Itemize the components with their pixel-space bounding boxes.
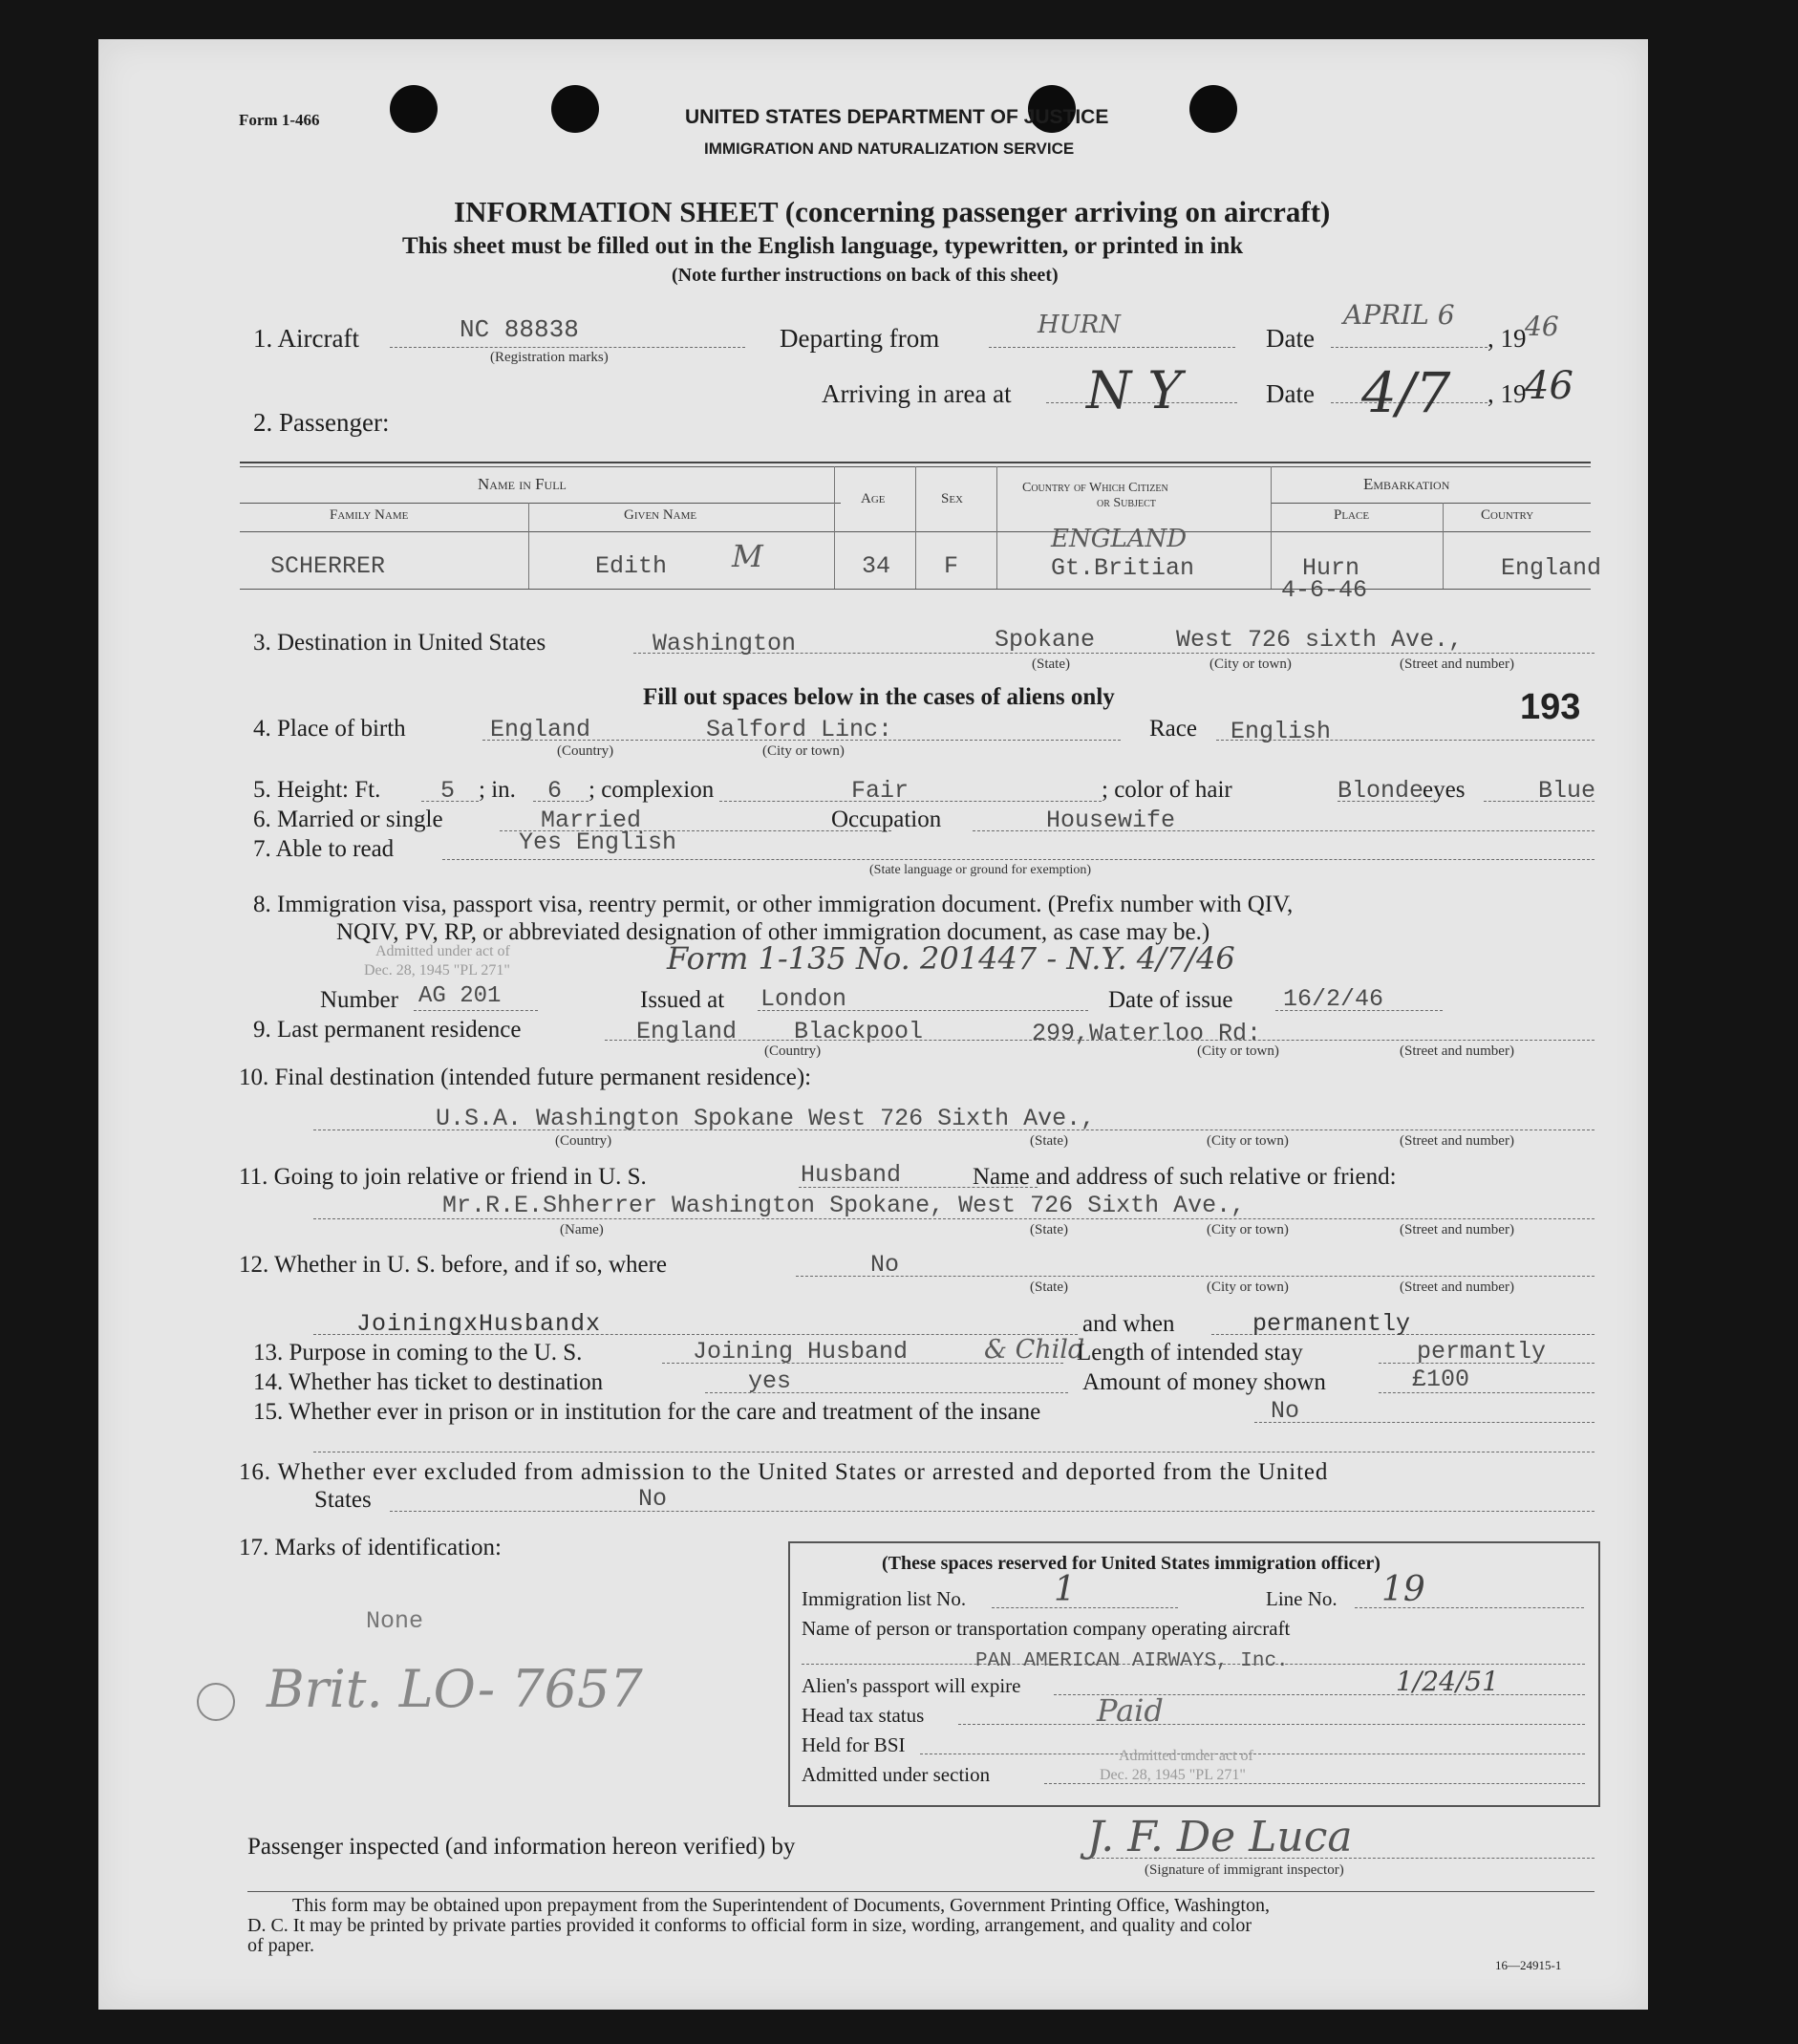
form-sheet: [98, 39, 1648, 2010]
embarkation-header: Embarkation: [1363, 475, 1450, 493]
identification-label: 17. Marks of identification:: [239, 1535, 502, 1560]
previous-street-caption: (Street and number): [1400, 1280, 1514, 1295]
admitted-section-label: Admitted under section: [802, 1763, 991, 1786]
operator-value: PAN AMERICAN AIRWAYS, Inc.: [975, 1650, 1289, 1672]
department-heading: UNITED STATES DEPARTMENT OF JUSTICE: [685, 106, 1109, 128]
destination-state: Washington: [653, 630, 797, 657]
arrival-year-prefix: , 19: [1488, 379, 1527, 408]
destination-city-caption: (City or town): [1209, 656, 1292, 672]
arrival-year-value: 46: [1525, 364, 1573, 408]
arrival-date-label: Date: [1266, 379, 1315, 408]
issue-date-label: Date of issue: [1108, 987, 1233, 1013]
head-tax-label: Head tax status: [802, 1704, 925, 1727]
immigration-list-value: 1: [1054, 1570, 1076, 1609]
final-destination-value: U.S.A. Washington Spokane West 726 Sixth Ave.,: [436, 1105, 1096, 1132]
when-label: and when: [1082, 1311, 1175, 1337]
immigration-list-label: Immigration list No.: [802, 1587, 967, 1610]
note-line: (Note further instructions on back of this sheet): [672, 265, 1059, 286]
destination-city: Spokane: [995, 626, 1096, 654]
place-header: Place: [1334, 507, 1370, 523]
name-in-full-header: Name in Full: [478, 475, 567, 493]
final-destination-label: 10. Final destination (intended future permanent residence):: [239, 1065, 812, 1090]
previous-state-caption: (State): [1030, 1280, 1068, 1295]
given-name-value: Edith: [595, 552, 668, 580]
previous-city-caption: (City or town): [1207, 1280, 1289, 1295]
arriving-value: N Y: [1086, 360, 1183, 420]
visa-hand-note: Form 1-135 No. 201447 - N.Y. 4/7/46: [667, 940, 1235, 977]
line-number-value: 19: [1381, 1570, 1425, 1609]
date-value: APRIL 6: [1343, 299, 1455, 331]
departing-label: Departing from: [780, 324, 940, 353]
eyes-value: Blue: [1538, 777, 1596, 805]
form-code: 16—24915-1: [1495, 1958, 1562, 1972]
footer-line2: D. C. It may be printed by private parties provided it conforms to official form in size, wording, arrangement, and quality and color: [247, 1915, 1252, 1936]
embarkation-place-value: Hurn: [1302, 554, 1360, 582]
citizen-header: Country of Which Citizen: [1022, 481, 1168, 495]
relative-address-value: Mr.R.E.Shherrer Washington Spokane, West 726 Sixth Ave.,: [442, 1192, 1246, 1219]
form-number: Form 1-466: [239, 111, 320, 129]
punch-hole: [1189, 85, 1237, 133]
sex-value: F: [944, 552, 959, 580]
previous-visit-label: 12. Whether in U. S. before, and if so, where: [239, 1252, 668, 1278]
residence-label: 9. Last permanent residence: [253, 1017, 522, 1043]
relative-state-caption: (State): [1030, 1222, 1068, 1237]
residence-street-caption: (Street and number): [1400, 1044, 1514, 1059]
operator-label: Name of person or transportation company operating aircraft: [802, 1617, 1291, 1640]
footer-line1: This form may be obtained upon prepayment from the Superintendent of Documents, Government Printing Office, Washington,: [292, 1895, 1270, 1916]
arriving-label: Arriving in area at: [822, 379, 1012, 408]
hair-value: Blonde: [1338, 777, 1424, 805]
prison-value: No: [1271, 1397, 1300, 1425]
officer-stamp-line1: Admitted under act of: [1119, 1748, 1253, 1764]
age-value: 34: [862, 552, 891, 580]
excluded-label-line2: States: [314, 1487, 372, 1513]
embarkation-country-value: England: [1501, 554, 1602, 582]
destination-label: 3. Destination in United States: [253, 630, 546, 656]
residence-street: 299,Waterloo Rd:: [1032, 1020, 1262, 1047]
punch-hole: [551, 85, 599, 133]
inspected-label: Passenger inspected (and information hereon verified) by: [247, 1834, 796, 1860]
aircraft-line: [390, 347, 745, 348]
ticket-label: 14. Whether has ticket to destination: [253, 1369, 604, 1395]
complexion-label: ; complexion: [589, 777, 715, 803]
service-heading: IMMIGRATION AND NATURALIZATION SERVICE: [704, 140, 1075, 158]
previous-visit-value: No: [870, 1251, 900, 1279]
visa-number-value: AG 201: [418, 983, 502, 1009]
identification-hand-note: Brit. LO- 7657: [267, 1659, 643, 1719]
year-value: 46: [1525, 311, 1559, 342]
page-title: INFORMATION SHEET (concerning passenger arriving on aircraft): [454, 195, 1331, 228]
officer-stamp-line2: Dec. 28, 1945 "PL 271": [1100, 1767, 1246, 1783]
purpose-hand-note: & Child: [984, 1335, 1085, 1365]
line-number-label: Line No.: [1266, 1587, 1338, 1610]
hair-label: ; color of hair: [1102, 777, 1232, 803]
aliens-only-heading: Fill out spaces below in the cases of aliens only: [643, 684, 1115, 710]
given-name-mark: M: [732, 538, 763, 574]
birth-country: England: [490, 716, 591, 743]
issued-label: Issued at: [640, 987, 725, 1013]
visa-number-label: Number: [320, 987, 398, 1013]
circled-mark-icon: [197, 1683, 235, 1721]
excluded-label-line1: 16. Whether ever excluded from admission to the United States or arrested and deported from the United: [239, 1459, 1329, 1485]
height-label: 5. Height: Ft.: [253, 777, 381, 803]
purpose-label: 13. Purpose in coming to the U. S.: [253, 1340, 583, 1366]
read-caption: (State language or ground for exemption): [869, 863, 1092, 877]
relative-city-caption: (City or town): [1207, 1222, 1289, 1237]
age-header: Age: [861, 491, 886, 506]
residence-city: Blackpool: [794, 1018, 924, 1045]
signature-caption: (Signature of immigrant inspector): [1145, 1862, 1344, 1878]
inches-label: ; in.: [479, 777, 516, 803]
residence-country-caption: (Country): [764, 1044, 822, 1059]
visa-label-line2: NQIV, PV, RP, or abbreviated designation of other immigration document, as case may be.): [336, 919, 1210, 945]
excluded-value: No: [638, 1485, 668, 1513]
aircraft-label: 1. Aircraft: [253, 324, 359, 353]
passenger-label: 2. Passenger:: [253, 408, 390, 437]
departing-value: HURN: [1038, 311, 1121, 339]
admitted-stamp-line2: Dec. 28, 1945 "PL 271": [364, 962, 510, 979]
relative-street-caption: (Street and number): [1400, 1222, 1514, 1237]
when-struck-value: permanently: [1252, 1310, 1411, 1338]
family-name-value: SCHERRER: [270, 552, 386, 580]
date-label: Date: [1266, 324, 1315, 353]
issued-value: London: [760, 985, 847, 1013]
stay-label: Length of intended stay: [1077, 1340, 1303, 1366]
residence-city-caption: (City or town): [1197, 1044, 1279, 1059]
final-country-caption: (Country): [555, 1133, 612, 1149]
citizen-hand-value: ENGLAND: [1051, 525, 1188, 553]
punch-hole: [390, 85, 438, 133]
stay-value: permantly: [1417, 1338, 1547, 1366]
read-value: Yes English: [519, 828, 677, 856]
visa-label-line1: 8. Immigration visa, passport visa, reentry permit, or other immigration document. (Prefix number with QIV,: [253, 892, 1294, 917]
final-city-caption: (City or town): [1207, 1133, 1289, 1149]
family-name-header: Family Name: [330, 507, 409, 523]
birth-city-caption: (City or town): [762, 743, 845, 759]
arrival-date-value: 4/7: [1361, 360, 1451, 425]
issue-date-value: 16/2/46: [1283, 985, 1384, 1013]
occupation-value: Housewife: [1046, 807, 1176, 834]
birth-label: 4. Place of birth: [253, 716, 406, 742]
serial-number: 193: [1520, 687, 1581, 727]
instruction-line: This sheet must be filled out in the English language, typewritten, or printed in ink: [402, 233, 1244, 259]
registration-caption: (Registration marks): [490, 350, 609, 365]
passport-expire-label: Alien's passport will expire: [802, 1674, 1021, 1697]
date-line: [1331, 347, 1488, 348]
held-bsi-label: Held for BSI: [802, 1733, 906, 1756]
destination-street: West 726 sixth Ave.,: [1176, 626, 1464, 654]
marital-value: Married: [541, 807, 642, 834]
join-relative-label: 11. Going to join relative or friend in U. S.: [239, 1164, 647, 1190]
race-label: Race: [1149, 716, 1197, 742]
final-state-caption: (State): [1030, 1133, 1068, 1149]
admitted-stamp-line1: Admitted under act of: [375, 943, 510, 959]
departing-line: [989, 347, 1235, 348]
relative-name-caption: (Name): [560, 1222, 604, 1237]
height-feet: 5: [440, 777, 456, 805]
marital-label: 6. Married or single: [253, 807, 443, 832]
eyes-label: eyes: [1423, 777, 1466, 803]
officer-box-title: (These spaces reserved for United States immigration officer): [882, 1553, 1381, 1574]
read-label: 7. Able to read: [253, 836, 395, 862]
footer-line3: of paper.: [247, 1935, 314, 1956]
struck-purpose-value: JoiningxHusbandx: [356, 1310, 602, 1338]
passport-expire-value: 1/24/51: [1396, 1666, 1499, 1697]
money-label: Amount of money shown: [1082, 1369, 1326, 1395]
identification-value: None: [366, 1607, 424, 1635]
birth-city: Salford Linc:: [706, 716, 893, 743]
prison-label: 15. Whether ever in prison or in institution for the care and treatment of the insane: [253, 1399, 1041, 1425]
money-value: £100: [1412, 1366, 1470, 1393]
destination-state-caption: (State): [1032, 656, 1070, 672]
residence-country: England: [636, 1018, 738, 1045]
year-prefix: , 19: [1488, 324, 1527, 353]
birth-country-caption: (Country): [557, 743, 614, 759]
purpose-value: Joining Husband: [693, 1338, 909, 1366]
destination-street-caption: (Street and number): [1400, 656, 1514, 672]
inspector-signature: J. F. De Luca: [1087, 1813, 1353, 1861]
relative-address-label: Name and address of such relative or friend:: [973, 1164, 1397, 1190]
embarkation-date-value: 4-6-46: [1281, 576, 1368, 604]
ticket-value: yes: [748, 1367, 792, 1395]
aircraft-value: NC 88838: [460, 315, 579, 344]
height-inches: 6: [547, 777, 563, 805]
race-value: English: [1231, 718, 1332, 745]
occupation-label: Occupation: [831, 807, 942, 832]
join-relative-value: Husband: [801, 1161, 902, 1189]
final-street-caption: (Street and number): [1400, 1133, 1514, 1149]
citizen-header-2: or Subject: [1097, 496, 1156, 510]
sex-header: Sex: [941, 491, 964, 506]
embarkation-country-header: Country: [1481, 507, 1534, 523]
given-name-header: Given Name: [624, 507, 697, 523]
citizen-value: Gt.Britian: [1051, 554, 1195, 582]
head-tax-value: Paid: [1097, 1692, 1164, 1729]
complexion-value: Fair: [851, 777, 910, 805]
